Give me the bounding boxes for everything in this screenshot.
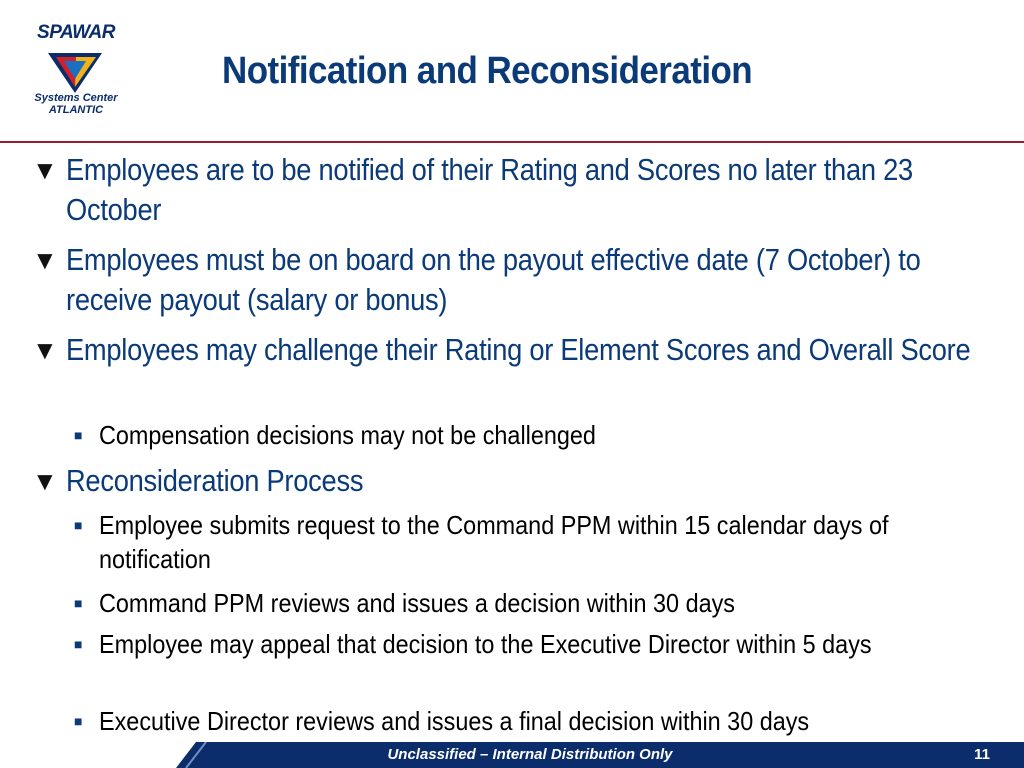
bullet-item <box>32 461 992 501</box>
bullet-text: Employees must be on board on the payout effective date (7 October) to receive payout (salary or bonus) <box>66 242 921 317</box>
sub-bullet-text: Employee submits request to the Command PPM within 15 calendar days of notification <box>99 510 889 574</box>
square-bullet-icon: ■ <box>74 636 83 652</box>
square-bullet-icon: ■ <box>74 517 83 533</box>
square-bullet-icon: ■ <box>74 595 83 611</box>
bullet-text: Reconsideration Process <box>66 463 364 498</box>
sub-bullet-item <box>74 627 974 661</box>
triangle-bullet-icon: ▼ <box>32 245 58 275</box>
logo-wordmark: SPAWAR <box>37 22 115 43</box>
sub-bullet-text: Compensation decisions may not be challenged <box>99 420 596 450</box>
logo-line1: Systems Center <box>34 92 118 104</box>
sub-bullet-item <box>74 418 974 452</box>
bullet-item <box>32 240 992 320</box>
square-bullet-icon: ■ <box>74 713 83 729</box>
logo-line2: ATLANTIC <box>48 104 104 116</box>
triangle-bullet-icon: ▼ <box>32 466 58 496</box>
sub-bullet-item <box>74 508 974 576</box>
footer-classification: Unclassified – Internal Distribution Only <box>387 746 673 763</box>
square-bullet-icon: ■ <box>74 427 83 443</box>
sub-bullet-item <box>74 704 974 738</box>
bullet-item <box>32 150 992 230</box>
bullet-text: Employees may challenge their Rating or Element Scores and Overall Score <box>66 332 971 367</box>
sub-bullet-text: Employee may appeal that decision to the Executive Director within 5 days <box>99 629 872 659</box>
sub-bullet-item <box>74 586 974 620</box>
sub-bullet-text: Command PPM reviews and issues a decision within 30 days <box>99 588 736 618</box>
triangle-bullet-icon: ▼ <box>32 335 58 365</box>
page-number: 11 <box>974 746 990 763</box>
triangle-bullet-icon: ▼ <box>32 155 58 185</box>
slide-title: Notification and Reconsideration <box>222 50 753 92</box>
sub-bullet-text: Executive Director reviews and issues a final decision within 30 days <box>99 706 810 736</box>
bullet-item <box>32 330 992 370</box>
bullet-text: Employees are to be notified of their Rating and Scores no later than 23 October <box>66 152 913 227</box>
